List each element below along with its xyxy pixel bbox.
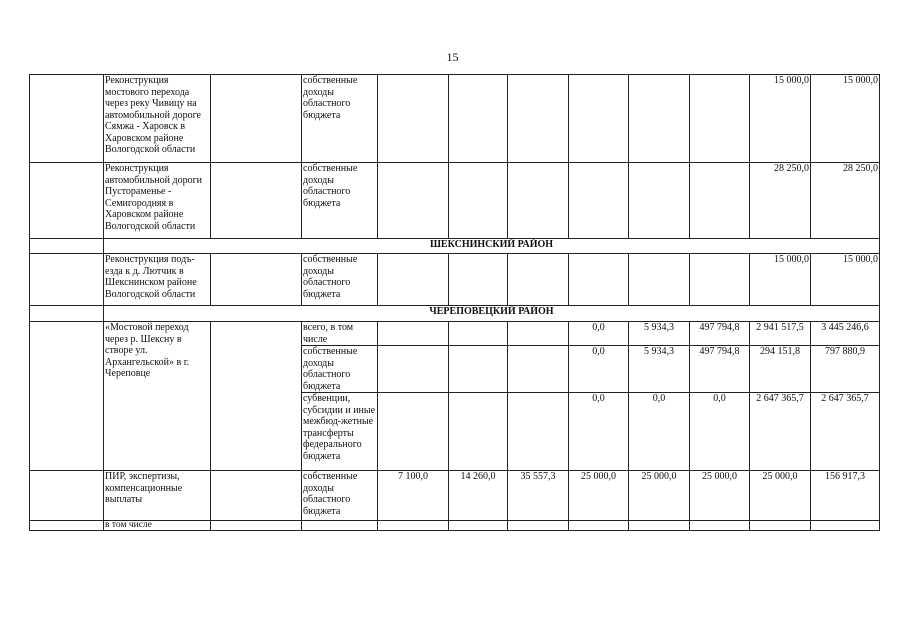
value-cell: 497 794,8 [690,322,750,346]
value-cell: 497 794,8 [690,346,750,393]
value-cell: 5 934,3 [629,322,690,346]
total-cell: 15 000,0 [811,75,880,163]
project-name: «Мостовой переход через р. Шексну в створе ул. Архангельской» в г. Череповце [104,322,211,471]
table-row [30,322,880,346]
value-cell: 0,0 [690,393,750,471]
total-cell: 28 250,0 [811,163,880,239]
value-cell: 0,0 [629,393,690,471]
value-cell: 25 000,0 [569,471,629,521]
funding-source: собственные доходы областного бюджета [302,254,378,306]
table-row [30,254,880,306]
value-cell: 25 000,0 [750,471,811,521]
funding-source: собственные доходы областного бюджета [302,471,378,521]
project-name: Реконструкция автомобильной дороги Пустораменье - Семигородняя в Харовском районе Вологодской области [104,163,211,239]
value-cell: 294 151,8 [750,346,811,393]
project-name: в том числе [104,521,211,531]
total-cell: 156 917,3 [811,471,880,521]
value-cell: 0,0 [569,346,629,393]
value-cell: 28 250,0 [750,163,811,239]
value-cell: 35 557,3 [508,471,569,521]
funding-source: всего, в том числе [302,322,378,346]
total-cell: 797 880,9 [811,346,880,393]
funding-source: собственные доходы областного бюджета [302,75,378,163]
project-name: ПИР, экспертизы, компенсационные выплаты [104,471,211,521]
value-cell: 15 000,0 [750,254,811,306]
page-number: 15 [446,50,459,64]
table-row [30,163,880,239]
funding-source: собственные доходы областного бюджета [302,163,378,239]
value-cell: 2 941 517,5 [750,322,811,346]
funding-source: субвенции, субсидии и иные межбюд-жетные трансферты федерального бюджета [302,393,378,471]
value-cell: 0,0 [569,393,629,471]
table-row [30,471,880,521]
project-name: Реконструкция мостового перехода через реку Чивицу на автомобильной дороге Сямжа - Харовск в Харовском районе Вологодской области [104,75,211,163]
value-cell: 0,0 [569,322,629,346]
table-row [30,75,880,163]
total-cell: 3 445 246,6 [811,322,880,346]
value-cell: 25 000,0 [690,471,750,521]
budget-table [29,74,880,531]
total-cell: 2 647 365,7 [811,393,880,471]
section-row [30,306,880,322]
project-name: Реконструкция подъ-езда к д. Лютчик в Шекснинском районе Вологодской области [104,254,211,306]
section-title: ШЕКСНИНСКИЙ РАЙОН [104,239,880,254]
funding-source: собственные доходы областного бюджета [302,346,378,393]
total-cell: 15 000,0 [811,254,880,306]
value-cell: 2 647 365,7 [750,393,811,471]
section-row [30,239,880,254]
value-cell: 7 100,0 [378,471,449,521]
value-cell: 5 934,3 [629,346,690,393]
value-cell: 14 260,0 [449,471,508,521]
section-title: ЧЕРЕПОВЕЦКИЙ РАЙОН [104,306,880,322]
value-cell: 25 000,0 [629,471,690,521]
value-cell: 15 000,0 [750,75,811,163]
table-row [30,521,880,531]
